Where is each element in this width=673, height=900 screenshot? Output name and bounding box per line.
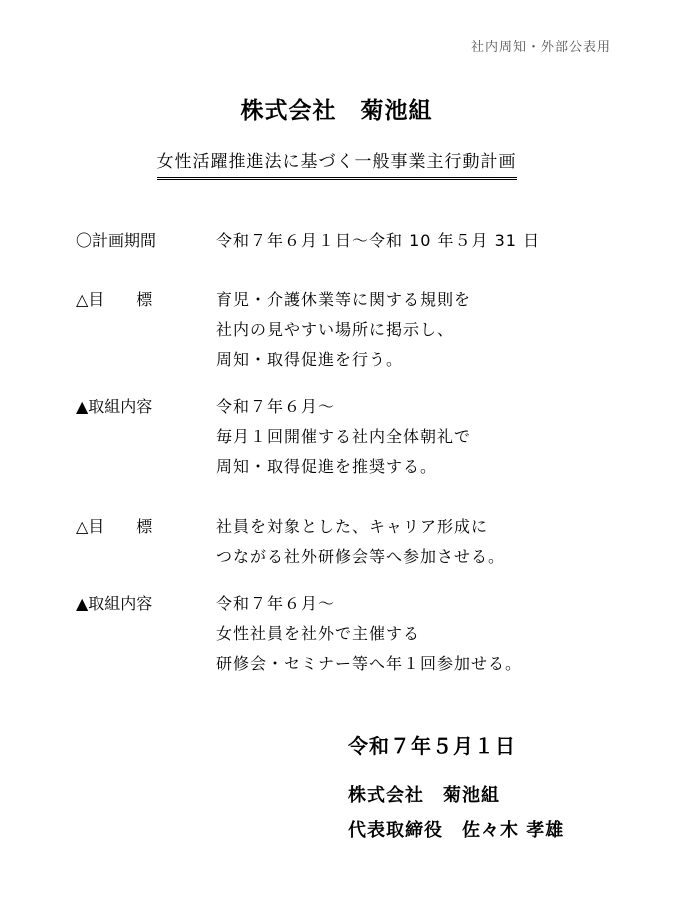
action-content-1	[216, 392, 656, 482]
plan-period-label: 〇計画期間	[76, 231, 157, 250]
plan-period-content	[216, 226, 656, 256]
action-1-line: 毎月１回開催する社内全体朝礼で	[216, 427, 472, 446]
signature-company: 株式会社 菊池組	[348, 785, 500, 806]
goal-content-2	[216, 512, 656, 572]
plan-period-line: 令和７年６月１日～令和 10 年５月 31 日	[216, 231, 541, 250]
goal-2-line: つながる社外研修会等へ参加させる。	[216, 547, 506, 566]
distribution-notice: 社内周知・外部公表用	[470, 40, 611, 55]
signature-representative: 代表取締役 佐々木 孝雄	[348, 820, 565, 841]
plan-title	[0, 150, 673, 180]
action-label-1: ▲取組内容	[76, 397, 153, 416]
plan-title-text: 女性活躍推進法に基づく一般事業主行動計画	[157, 150, 517, 180]
goal-label-1: △目 標	[76, 290, 153, 309]
action-2-line: 令和７年６月～	[216, 594, 336, 613]
goal-2-line: 社員を対象とした、キャリア形成に	[216, 517, 489, 536]
action-1-line: 令和７年６月～	[216, 397, 336, 416]
action-label-2: ▲取組内容	[76, 594, 153, 613]
action-1-line: 周知・取得促進を推奨する。	[216, 457, 438, 476]
goal-1-line: 育児・介護休業等に関する規則を	[216, 290, 472, 309]
goal-content-1	[216, 285, 656, 375]
issue-date: 令和７年５月１日	[348, 734, 516, 758]
goal-label-2: △目 標	[76, 517, 153, 536]
goal-1-line: 周知・取得促進を行う。	[216, 350, 404, 369]
action-2-line: 研修会・セミナー等へ年１回参加せる。	[216, 654, 523, 673]
company-title: 株式会社 菊池組	[240, 98, 433, 124]
action-content-2	[216, 589, 656, 679]
goal-1-line: 社内の見やすい場所に掲示し、	[216, 320, 455, 339]
action-2-line: 女性社員を社外で主催する	[216, 624, 421, 643]
